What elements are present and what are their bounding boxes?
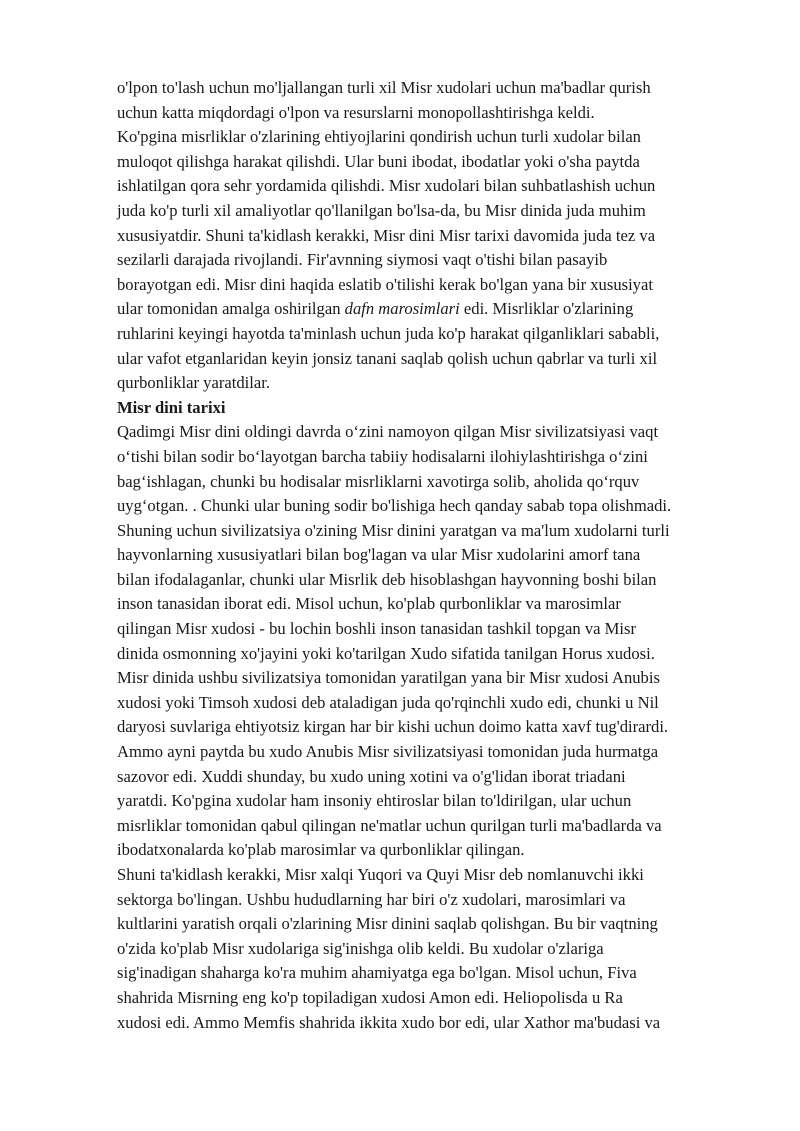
- text-line: bag‘ishlagan, chunki bu hodisalar misrliklarni xavotirga solib, aholida qo‘rquv: [117, 471, 640, 491]
- text-line: ibodatxonalarda ko'plab marosimlar va qurbonliklar qilingan.: [117, 840, 525, 860]
- text-line: Qadimgi Misr dini oldingi davrda o‘zini namoyon qilgan Misr sivilizatsiyasi vaqt: [117, 422, 659, 442]
- text-line: o'lpon to'lash uchun mo'ljallangan turli xil Misr xudolari uchun ma'badlar qurish: [117, 78, 651, 97]
- text-line: o'zida ko'plab Misr xudolariga sig'inishga olib keldi. Bu xudolar o'zlariga: [117, 938, 604, 958]
- text-line: hayvonlarning xususiyatlari bilan bog'lagan va ular Misr xudolarini amorf tana: [117, 545, 641, 565]
- text-line: uyg‘otgan. . Chunki ular buning sodir bo'lishiga hech qanday sabab topa olishmadi.: [117, 496, 672, 516]
- text-line: xususiyatdir. Shuni ta'kidlash kerakki, Misr dini Misr tarixi davomida juda tez va: [117, 225, 656, 245]
- italic-line-prefix: ular tomonidan amalga oshirilgan: [117, 299, 345, 319]
- text-line: muloqot qilishga harakat qilishdi. Ular buni ibodat, ibodatlar yoki o'sha paytda: [117, 151, 640, 171]
- text-line: misrliklar tomonidan qabul qilingan ne'matlar uchun qurilgan turli ma'badlarda va: [117, 815, 662, 835]
- text-line: yaratdi. Ko'pgina xudolar ham insoniy ehtiroslar bilan to'ldirilgan, ular uchun: [117, 791, 632, 811]
- text-line: dinida osmonning xo'jayini yoki ko'tarilgan Xudo sifatida tanilgan Horus xudosi.: [117, 643, 655, 663]
- text-line: Shuni ta'kidlash kerakki, Misr xalqi Yuqori va Quyi Misr deb nomlanuvchi ikki: [117, 865, 644, 884]
- text-line: sezilarli darajada rivojlandi. Fir'avnning siymosi vaqt o'tishi bilan pasayib: [117, 250, 608, 270]
- text-line: ishlatilgan qora sehr yordamida qilishdi. Misr xudolari bilan suhbatlashish uchun: [117, 176, 656, 196]
- text-line: borayotgan edi. Misr dini haqida eslatib o'tilishi kerak bo'lgan yana bir xususiyat: [117, 274, 653, 294]
- text-line: inson tanasidan iborat edi. Misol uchun, ko'plab qurbonliklar va marosimlar: [117, 594, 621, 614]
- text-line: Shuning uchun sivilizatsiya o'zining Misr dinini yaratgan va ma'lum xudolarni turli: [117, 520, 670, 540]
- text-line: Misr dinida ushbu sivilizatsiya tomonidan yaratilgan yana bir Misr xudosi Anubis: [117, 668, 660, 688]
- intro-paragraph: [117, 76, 757, 125]
- text-line: xudosi yoki Timsoh xudosi deb ataladigan juda qo'rqinchli xudo edi, chunki u Nil: [117, 692, 659, 712]
- text-line: ruhlarini keyingi hayotda ta'minlash uchun juda ko'p harakat qilganliklari sababli,: [117, 323, 660, 343]
- text-line: qilingan Misr xudosi - bu lochin boshli inson tanasidan tashkil topgan va Misr: [117, 619, 636, 639]
- text-line: shahrida Misrning eng ko'p topiladigan xudosi Amon edi. Heliopolisda u Ra: [117, 987, 623, 1007]
- text-line: sig'inadigan shaharga ko'ra muhim ahamiyatga ega bo'lgan. Misol uchun, Fiva: [117, 963, 637, 983]
- regions-paragraph: [117, 863, 757, 1035]
- text-line: Ammo ayni paytda bu xudo Anubis Misr sivilizatsiyasi tomonidan juda hurmatga: [117, 742, 659, 762]
- text-line: o‘tishi bilan sodir bo‘layotgan barcha tabiiy hodisalarni ilohiylashtirishga o‘zini: [117, 446, 648, 466]
- text-line: sazovor edi. Xuddi shunday, bu xudo uning xotini va o'g'lidan iborat triadani: [117, 766, 626, 786]
- history-paragraph: [117, 420, 757, 863]
- burial-paragraph: [117, 125, 757, 396]
- text-line: bilan ifodalaganlar, chunki ular Misrlik deb hisoblashgan hayvonning boshi bilan: [117, 569, 657, 589]
- italic-term: dafn marosimlari: [344, 299, 460, 319]
- text-line: uchun katta miqdordagi o'lpon va resurslarni monopollashtirishga keldi.: [117, 102, 595, 122]
- italic-line-suffix: edi. Misrliklar o'zlarining: [459, 299, 634, 319]
- text-line: qurbonliklar yaratdilar.: [117, 373, 270, 393]
- text-line: xudosi edi. Ammo Memfis shahrida ikkita xudo bor edi, ular Xathor ma'budasi va: [117, 1012, 661, 1032]
- text-line-with-italic: [117, 297, 757, 322]
- text-line: Ko'pgina misrliklar o'zlarining ehtiyojlarini qondirish uchun turli xudolar bilan: [117, 127, 641, 147]
- text-line: ular vafot etganlaridan keyin jonsiz tanani saqlab qolish uchun qabrlar va turli xil: [117, 348, 658, 368]
- text-line: sektorga bo'lingan. Ushbu hududlarning har biri o'z xudolari, marosimlari va: [117, 889, 626, 909]
- document-page: [117, 76, 757, 1035]
- text-line: kultlarini yaratish orqali o'zlarining Misr dinini saqlab qolishgan. Bu bir vaqtning: [117, 914, 658, 934]
- text-line: daryosi suvlariga ehtiyotsiz kirgan har bir kishi uchun doimo katta xavf tug'dirardi.: [117, 717, 669, 737]
- text-line: juda ko'p turli xil amaliyotlar qo'llanilgan bo'lsa-da, bu Misr dinida juda muhim: [117, 200, 646, 220]
- section-heading: Misr dini tarixi: [117, 397, 226, 417]
